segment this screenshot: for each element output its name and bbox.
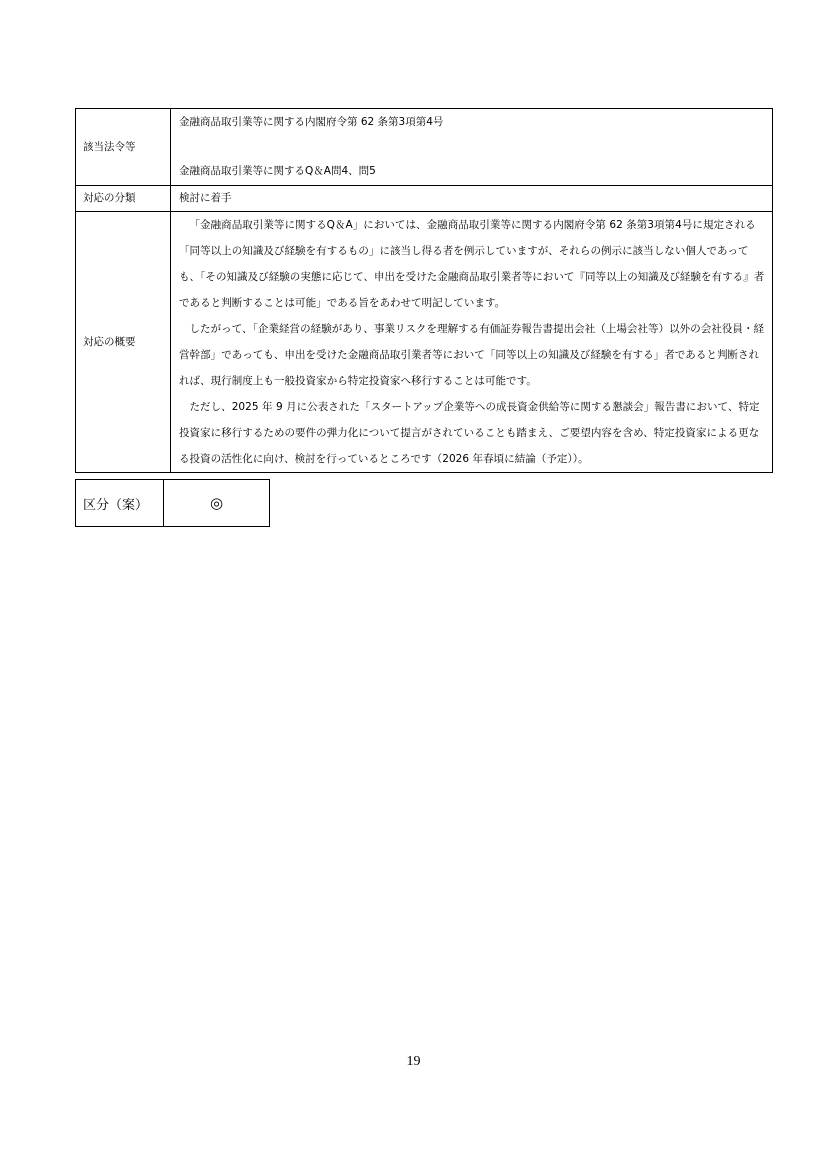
summary-row [76, 212, 773, 473]
statute-line-1: 金融商品取引業等に関する内閣府令第 62 条第3項第4号 [179, 116, 444, 128]
statute-row [76, 109, 773, 186]
statute-value [171, 109, 773, 186]
classification-table [75, 479, 270, 527]
category-label: 対応の分類 [76, 186, 171, 212]
summary-value [171, 212, 773, 473]
statute-label: 該当法令等 [76, 109, 171, 186]
page-number: 19 [406, 1054, 421, 1069]
category-row [76, 186, 773, 212]
classification-value: ◎ [164, 480, 270, 527]
summary-label: 対応の概要 [76, 212, 171, 473]
category-value: 検討に着手 [171, 186, 773, 212]
response-table [75, 108, 773, 473]
classification-label: 区分（案） [76, 480, 164, 527]
summary-paragraph-3: ただし、2025 年 9 月に公表された「スタートアップ企業等への成長資金供給等に関する懇談会」報告書において、特定投資家に移行するための要件の弾力化について提言がされていることも踏まえ、ご要望内容を含め、特定投資家による更なる投資の活性化に向け、検討を行っているところです（2026 年春頃に結論（予定））。 [179, 401, 760, 465]
summary-paragraph-2: したがって、「企業経営の経験があり、事業リスクを理解する有価証券報告書提出会社（上場会社等）以外の会社役員・経営幹部」であっても、申出を受けた金融商品取引業者等において「同等以上の知識及び経験を有する」者であると判断されれば、現行制度上も一般投資家から特定投資家へ移行することは可能です。 [179, 323, 765, 387]
summary-paragraph-1: 「金融商品取引業等に関するQ＆A」においては、金融商品取引業等に関する内閣府令第 62 条第3項第4号に規定される「同等以上の知識及び経験を有するもの」に該当し得る者を例示していますが、それらの例示に該当しない個人であっても、「その知識及び経験の実態に応じて、申出を受けた金融商品取引業者等において『同等以上の知識及び経験を有する』者であると判断することは可能」である旨をあわせて明記しています。 [179, 219, 765, 309]
classification-row [76, 480, 270, 527]
statute-line-2: 金融商品取引業等に関するQ＆A問4、問5 [179, 165, 376, 177]
